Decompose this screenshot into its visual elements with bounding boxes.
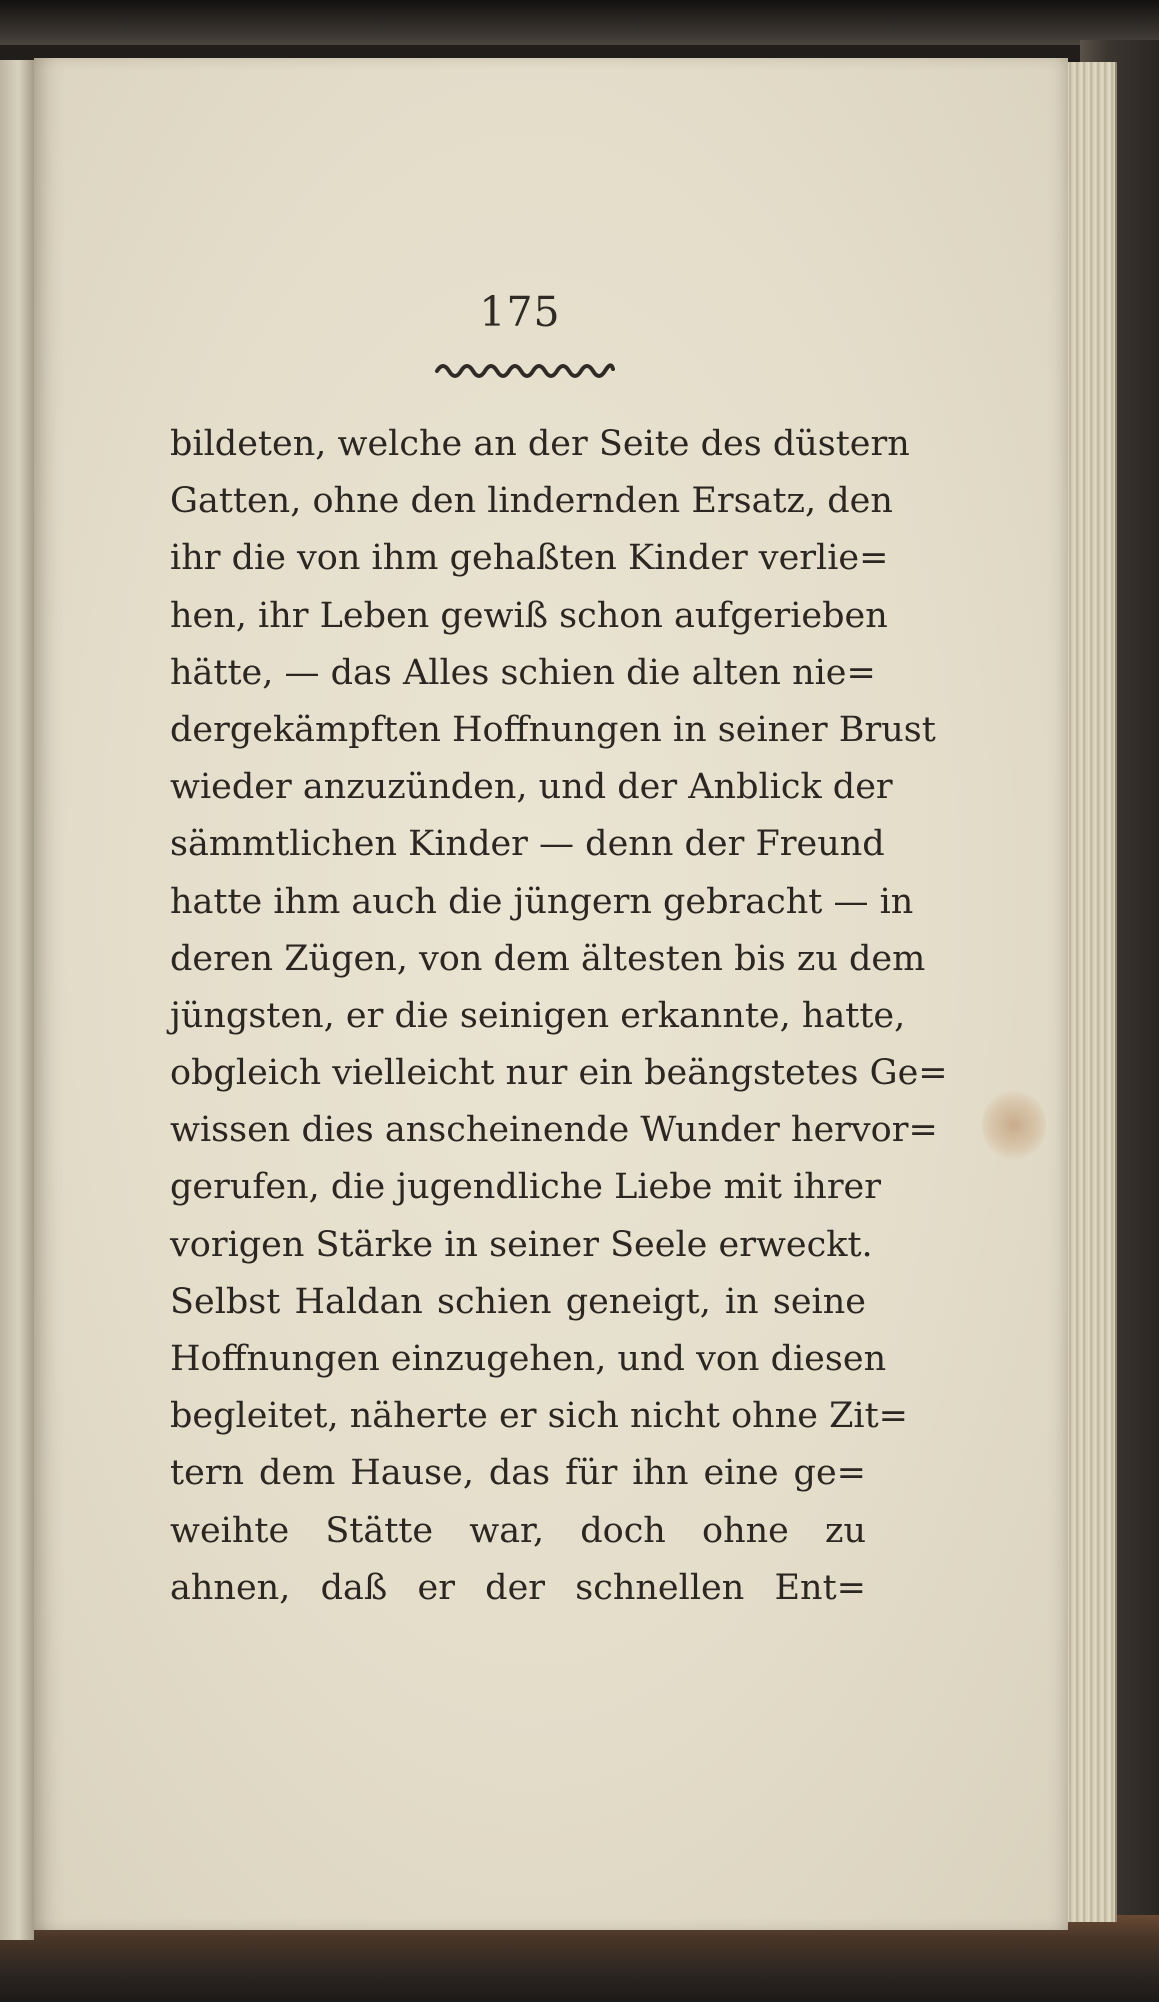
text-line: hen, ihr Leben gewiß schon aufgerieben [170,595,888,636]
page-stack-edge [1065,62,1117,1922]
text-line: sämmtlichen Kinder — denn der Freund [170,824,885,865]
text-line: weihte Stätte war, doch ohne zu [170,1510,866,1551]
paper-stain [982,1090,1046,1160]
text-line: ahnen, daß er der schnellen Ent= [170,1567,866,1608]
text-line: Hoffnungen einzugehen, und von diesen [170,1339,887,1379]
text-line: obgleich vielleicht nur ein beängstetes Ge= [170,1053,948,1094]
text-line: bildeten, welche an der Seite des düstern [170,424,910,464]
body-text [170,416,948,1617]
wave-rule-ornament [435,357,615,379]
text-line: dergekämpften Hoffnungen in seiner Brust [170,709,936,750]
text-line: gerufen, die jugendliche Liebe mit ihrer [170,1167,881,1208]
text-line: jüngsten, er die seinigen erkannte, hatte, [170,995,906,1036]
text-line: tern dem Hause, das für ihn eine ge= [170,1453,866,1494]
text-line: begleitet, näherte er sich nicht ohne Zit= [170,1396,908,1437]
left-page-edge [0,60,34,1940]
text-line: wissen dies anscheinende Wunder hervor= [170,1110,938,1151]
book-top-edge [0,0,1159,45]
text-line: deren Zügen, von dem ältesten bis zu dem [170,938,926,979]
text-line: Gatten, ohne den lindernden Ersatz, den [170,481,893,522]
text-line: hatte ihm auch die jüngern gebracht — in [170,881,914,922]
text-line: vorigen Stärke in seiner Seele erweckt. [170,1224,873,1265]
text-line: Selbst Haldan schien geneigt, in seine [170,1281,866,1322]
page-number: 175 [479,288,561,336]
text-line: ihr die von ihm gehaßten Kinder verlie= [170,538,889,579]
text-line: hätte, — das Alles schien die alten nie= [170,652,876,693]
text-line: wieder anzuzünden, und der Anblick der [170,767,893,808]
